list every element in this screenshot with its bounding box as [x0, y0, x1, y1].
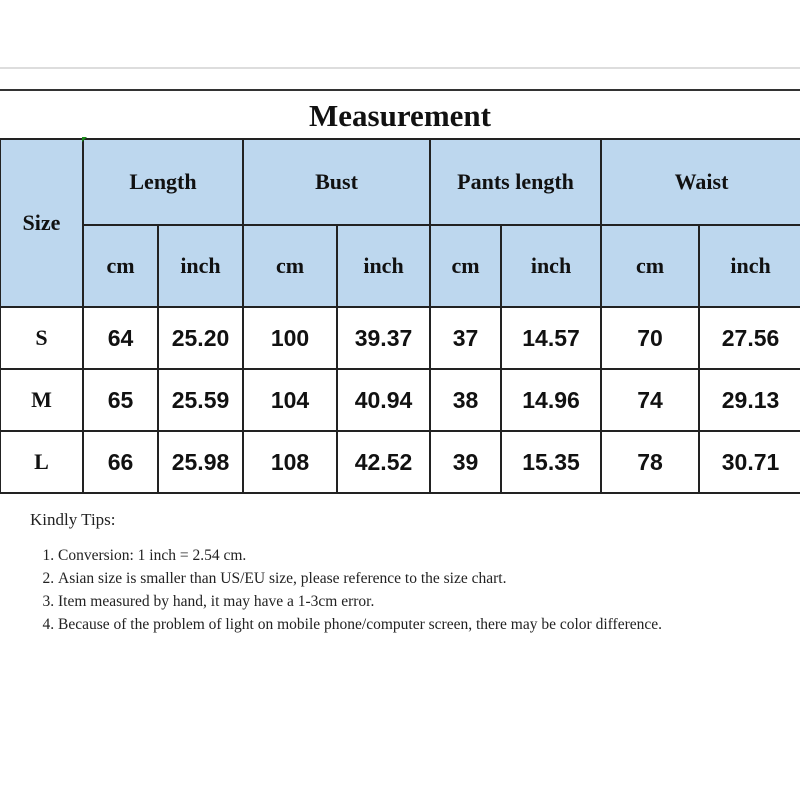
tip-item: 2. Asian size is smaller than US/EU size, please reference to the size chart. [58, 567, 698, 590]
size-cell: L [0, 431, 83, 493]
value-cell: 66 [83, 431, 158, 493]
value-cell: 70 [601, 307, 699, 369]
header-row [0, 139, 800, 225]
unit-header: cm [430, 225, 501, 307]
unit-header: inch [337, 225, 430, 307]
tip-item: 4. Because of the problem of light on mobile phone/computer screen, there may be color difference. [58, 613, 698, 636]
table-row [0, 307, 800, 369]
unit-row [0, 225, 800, 307]
value-cell: 39 [430, 431, 501, 493]
unit-header: cm [601, 225, 699, 307]
value-cell: 29.13 [699, 369, 800, 431]
tip-item: 1. Conversion: 1 inch = 2.54 cm. [58, 544, 698, 567]
page-title: Measurement [309, 98, 491, 133]
value-cell: 37 [430, 307, 501, 369]
tips-heading: Kindly Tips: [30, 510, 116, 529]
value-cell: 74 [601, 369, 699, 431]
table-row [0, 369, 800, 431]
unit-header: inch [501, 225, 601, 307]
table-row [0, 431, 800, 493]
value-cell: 14.57 [501, 307, 601, 369]
kindly-tips [30, 510, 698, 636]
value-cell: 30.71 [699, 431, 800, 493]
value-cell: 38 [430, 369, 501, 431]
value-cell: 25.59 [158, 369, 243, 431]
value-cell: 78 [601, 431, 699, 493]
header-pants-length: Pants length [430, 139, 601, 225]
size-cell: S [0, 307, 83, 369]
value-cell: 14.96 [501, 369, 601, 431]
size-chart-table [0, 138, 800, 494]
value-cell: 64 [83, 307, 158, 369]
unit-header: inch [699, 225, 800, 307]
cell-comment-marker [82, 137, 87, 142]
size-cell: M [0, 369, 83, 431]
value-cell: 25.20 [158, 307, 243, 369]
value-cell: 15.35 [501, 431, 601, 493]
value-cell: 104 [243, 369, 337, 431]
value-cell: 108 [243, 431, 337, 493]
unit-header: cm [83, 225, 158, 307]
value-cell: 42.52 [337, 431, 430, 493]
value-cell: 27.56 [699, 307, 800, 369]
tips-list [30, 544, 698, 636]
divider-top [0, 67, 800, 69]
value-cell: 100 [243, 307, 337, 369]
unit-header: cm [243, 225, 337, 307]
value-cell: 65 [83, 369, 158, 431]
unit-header: inch [158, 225, 243, 307]
divider [0, 89, 800, 91]
value-cell: 25.98 [158, 431, 243, 493]
header-length: Length [83, 139, 243, 225]
header-waist: Waist [601, 139, 800, 225]
value-cell: 40.94 [337, 369, 430, 431]
value-cell: 39.37 [337, 307, 430, 369]
header-bust: Bust [243, 139, 430, 225]
header-size: Size [0, 139, 83, 307]
tip-item: 3. Item measured by hand, it may have a 1-3cm error. [58, 590, 698, 613]
